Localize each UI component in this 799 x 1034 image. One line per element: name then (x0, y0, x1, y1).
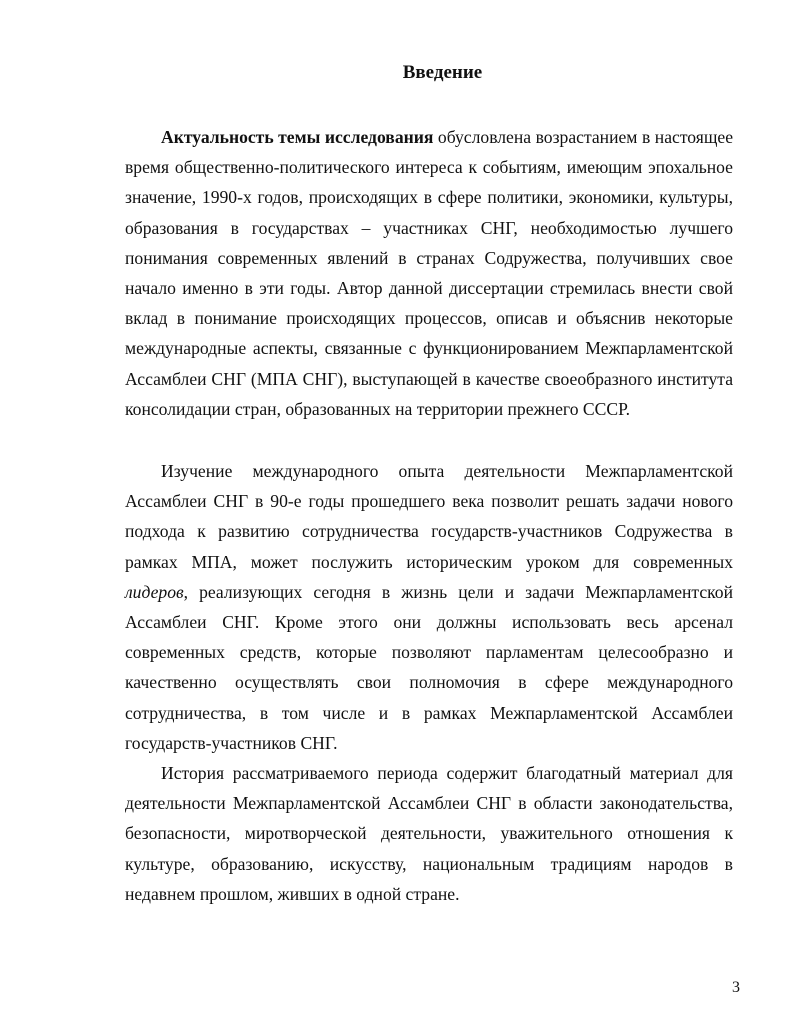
paragraph-text (125, 122, 733, 424)
paragraph-lead-bold: Актуальность темы исследования (161, 127, 434, 147)
paragraph-text (125, 456, 733, 758)
paragraph-history (125, 758, 733, 909)
paragraph-body: обусловлена возрастанием в настоящее время общественно-политического интереса к событиям, имеющим эпохальное значение, 1990-х годов, происходящих в сфере политики, экономики, культуры, образования в государствах – участниках СНГ, необходимостью лучшего понимания современных явлений в странах Содружества, получивших свое начало именно в эти годы. Автор данной диссертации стремилась внести свой вклад в понимание происходящих процессов, описав и объяснив некоторые международные аспекты, связанные с функционированием Межпарламентской Ассамблеи СНГ (МПА СНГ), выступающей в качестве своеобразного института консолидации стран, образованных на территории прежнего СССР. (125, 127, 733, 419)
paragraph-italic-word: лидеров (125, 581, 184, 602)
page-number: 3 (732, 979, 740, 996)
paragraph-body-end: , реализующих сегодня в жизнь цели и задачи Межпарламентской Ассамблеи СНГ. Кроме этого они должны использовать весь арсенал современных средств, которые позволяют парламентам целесообразно и качественно осуществлять свои полномочия в сфере международного сотрудничества, в том числе и в рамках Межпарламентской Ассамблеи государств-участников СНГ. (125, 581, 733, 753)
page-title: Введение (402, 62, 483, 83)
paragraph-body-start: Изучение международного опыта деятельности Межпарламентской Ассамблеи СНГ в 90-е годы прошедшего века позволит решать задачи нового подхода к развитию сотрудничества государств-участников Содружества в рамках МПА, может послужить историческим уроком для современных (125, 461, 733, 572)
paragraph-text: История рассматриваемого периода содержит благодатный материал для деятельности Межпарламентской Ассамблеи СНГ в области законодательства, безопасности, миротворческой деятельности, уважительного отношения к культуре, образованию, искусству, национальным традициям народов в недавнем прошлом, живших в одной стране. (125, 763, 733, 904)
paragraph-international-experience (125, 456, 733, 758)
paragraph-relevance (125, 122, 733, 424)
